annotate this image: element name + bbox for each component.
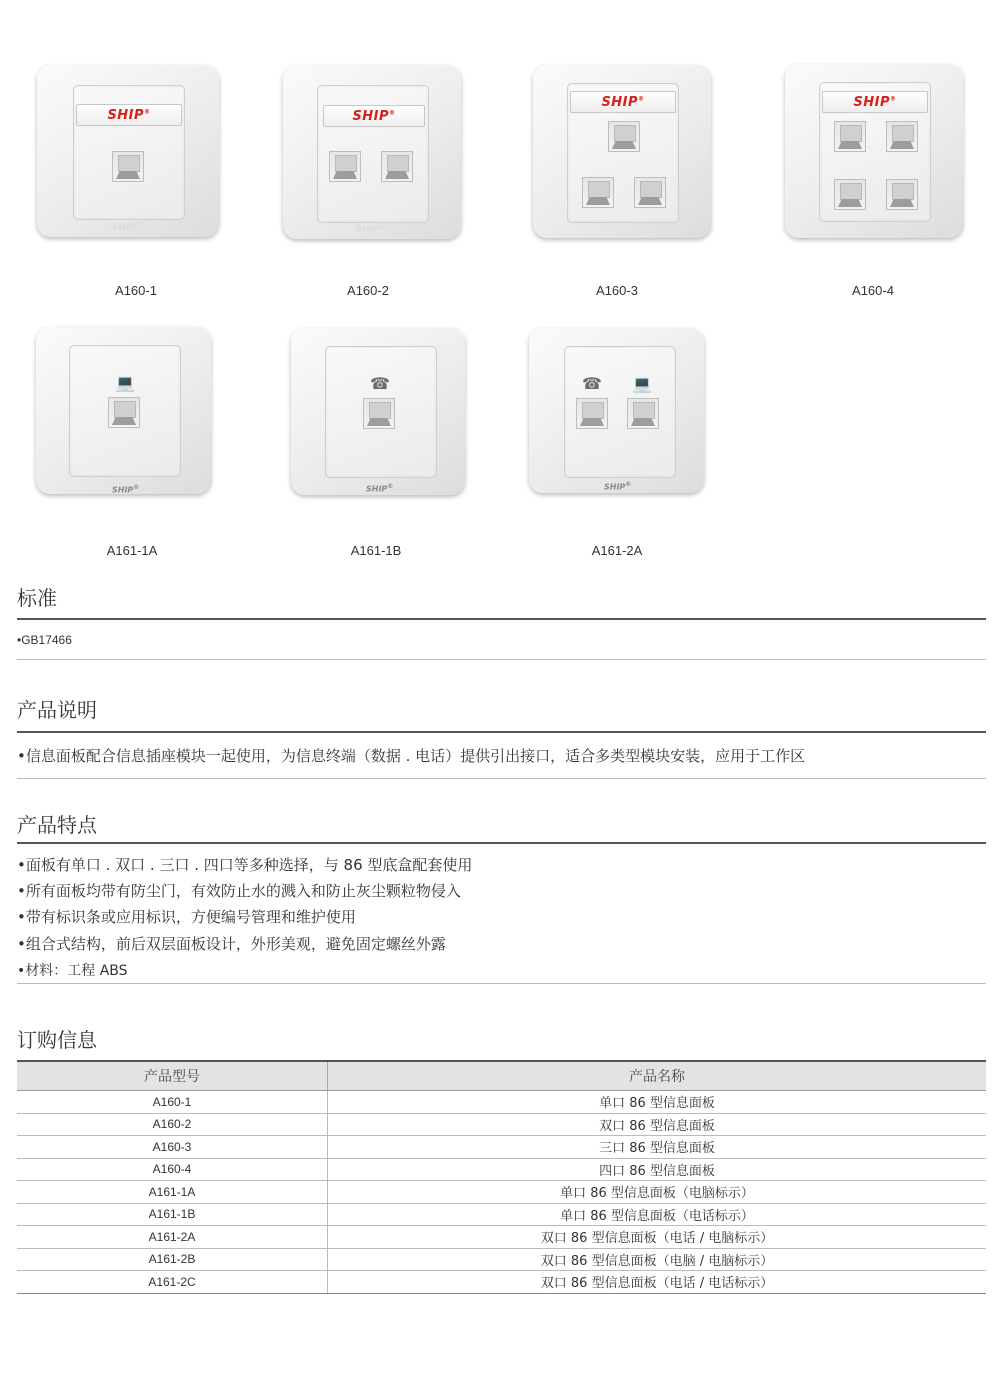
cell-model: A161-1B xyxy=(17,1203,328,1226)
rj45-port xyxy=(582,177,614,208)
label-strip xyxy=(323,105,425,127)
cell-name: 双口 86 型信息面板 xyxy=(328,1113,987,1136)
table-row xyxy=(17,1136,986,1159)
table-row xyxy=(17,1181,986,1204)
feature-item: •材料：工程 ABS xyxy=(17,963,128,979)
section-divider xyxy=(17,731,986,733)
feature-item: •面板有单口 . 双口 . 三口 . 四口等多种选择，与 86 型底盒配套使用 xyxy=(17,856,473,874)
embossed-logo: SHIP® xyxy=(112,221,142,233)
faceplate-image xyxy=(36,327,211,494)
product-caption: A160-4 xyxy=(852,283,894,298)
embossed-logo: SHIP® xyxy=(356,223,386,235)
cell-name: 三口 86 型信息面板 xyxy=(328,1136,987,1159)
cell-name: 单口 86 型信息面板（电话标示） xyxy=(328,1203,987,1226)
ship-logo: SHIP® xyxy=(853,94,897,110)
table-row xyxy=(17,1158,986,1181)
cell-model: A160-1 xyxy=(17,1091,328,1114)
product-caption: A161-1A xyxy=(106,543,158,558)
table-header-row xyxy=(17,1061,986,1091)
section-divider xyxy=(17,983,986,984)
column-header-model: 产品型号 xyxy=(17,1061,328,1091)
section-divider xyxy=(17,778,986,779)
cell-name: 双口 86 型信息面板（电话 / 电脑标示） xyxy=(328,1226,987,1249)
section-heading-standard: 标准 xyxy=(17,586,57,610)
feature-item: •带有标识条或应用标识，方便编号管理和维护使用 xyxy=(17,908,356,926)
cell-name: 双口 86 型信息面板（电脑 / 电脑标示） xyxy=(328,1248,987,1271)
ordering-table xyxy=(17,1060,986,1294)
product-caption: A161-1B xyxy=(350,543,402,558)
telephone-icon: ☎ xyxy=(582,374,602,393)
product-caption: A160-1 xyxy=(115,283,157,298)
table-row xyxy=(17,1271,986,1294)
ship-logo: SHIP® xyxy=(366,483,394,494)
feature-item: •组合式结构，前后双层面板设计，外形美观，避免固定螺丝外露 xyxy=(17,935,446,953)
cell-name: 双口 86 型信息面板（电话 / 电话标示） xyxy=(328,1271,987,1294)
rj45-port xyxy=(886,179,918,210)
cell-model: A160-4 xyxy=(17,1158,328,1181)
product-caption: A160-3 xyxy=(596,283,638,298)
rj45-port xyxy=(834,179,866,210)
cell-model: A161-2B xyxy=(17,1248,328,1271)
column-header-name: 产品名称 xyxy=(328,1061,987,1091)
rj45-port xyxy=(834,121,866,152)
faceplate-image xyxy=(529,328,704,493)
label-strip xyxy=(76,104,182,126)
rj45-port xyxy=(108,397,140,428)
standard-item: •GB17466 xyxy=(17,633,72,647)
faceplate-image xyxy=(283,65,461,239)
ship-logo: SHIP® xyxy=(601,94,645,110)
rj45-port xyxy=(381,151,413,182)
rj45-port xyxy=(634,177,666,208)
table-row xyxy=(17,1113,986,1136)
section-heading-ordering: 订购信息 xyxy=(17,1028,97,1052)
section-divider xyxy=(17,842,986,844)
faceplate-image xyxy=(37,65,219,237)
cell-model: A161-2A xyxy=(17,1226,328,1249)
rj45-port xyxy=(627,398,659,429)
ship-logo: SHIP® xyxy=(352,108,396,124)
section-divider xyxy=(17,659,986,660)
feature-item: •所有面板均带有防尘门，有效防止水的溅入和防止灰尘颗粒物侵入 xyxy=(17,882,461,900)
product-caption: A160-2 xyxy=(347,283,389,298)
section-divider xyxy=(17,618,986,620)
table-row xyxy=(17,1248,986,1271)
cell-model: A160-2 xyxy=(17,1113,328,1136)
ship-logo: SHIP® xyxy=(604,481,632,492)
description-item: •信息面板配合信息插座模块一起使用，为信息终端（数据 . 电话）提供引出接口，适合多类型模块安装，应用于工作区 xyxy=(17,747,806,765)
rj45-port xyxy=(329,151,361,182)
rj45-port xyxy=(608,121,640,152)
table-row xyxy=(17,1091,986,1114)
ship-logo: SHIP® xyxy=(112,484,140,495)
cell-name: 单口 86 型信息面板 xyxy=(328,1091,987,1114)
rj45-port xyxy=(576,398,608,429)
table-row xyxy=(17,1203,986,1226)
section-heading-features: 产品特点 xyxy=(17,813,97,837)
rj45-port xyxy=(363,398,395,429)
cell-name: 单口 86 型信息面板（电脑标示） xyxy=(328,1181,987,1204)
product-caption: A161-2A xyxy=(591,543,643,558)
label-strip xyxy=(570,91,676,113)
table-row xyxy=(17,1226,986,1249)
rj45-port xyxy=(112,151,144,182)
label-strip xyxy=(822,91,928,113)
computer-icon: 💻 xyxy=(115,373,135,392)
telephone-icon: ☎ xyxy=(370,374,390,393)
section-heading-description: 产品说明 xyxy=(17,698,97,722)
cell-name: 四口 86 型信息面板 xyxy=(328,1158,987,1181)
cell-model: A161-2C xyxy=(17,1271,328,1294)
rj45-port xyxy=(886,121,918,152)
computer-icon: 💻 xyxy=(632,374,652,393)
cell-model: A160-3 xyxy=(17,1136,328,1159)
cell-model: A161-1A xyxy=(17,1181,328,1204)
faceplate-image xyxy=(291,328,465,495)
faceplate-image xyxy=(533,65,711,238)
ship-logo: SHIP® xyxy=(107,107,151,123)
faceplate-image xyxy=(785,64,963,238)
